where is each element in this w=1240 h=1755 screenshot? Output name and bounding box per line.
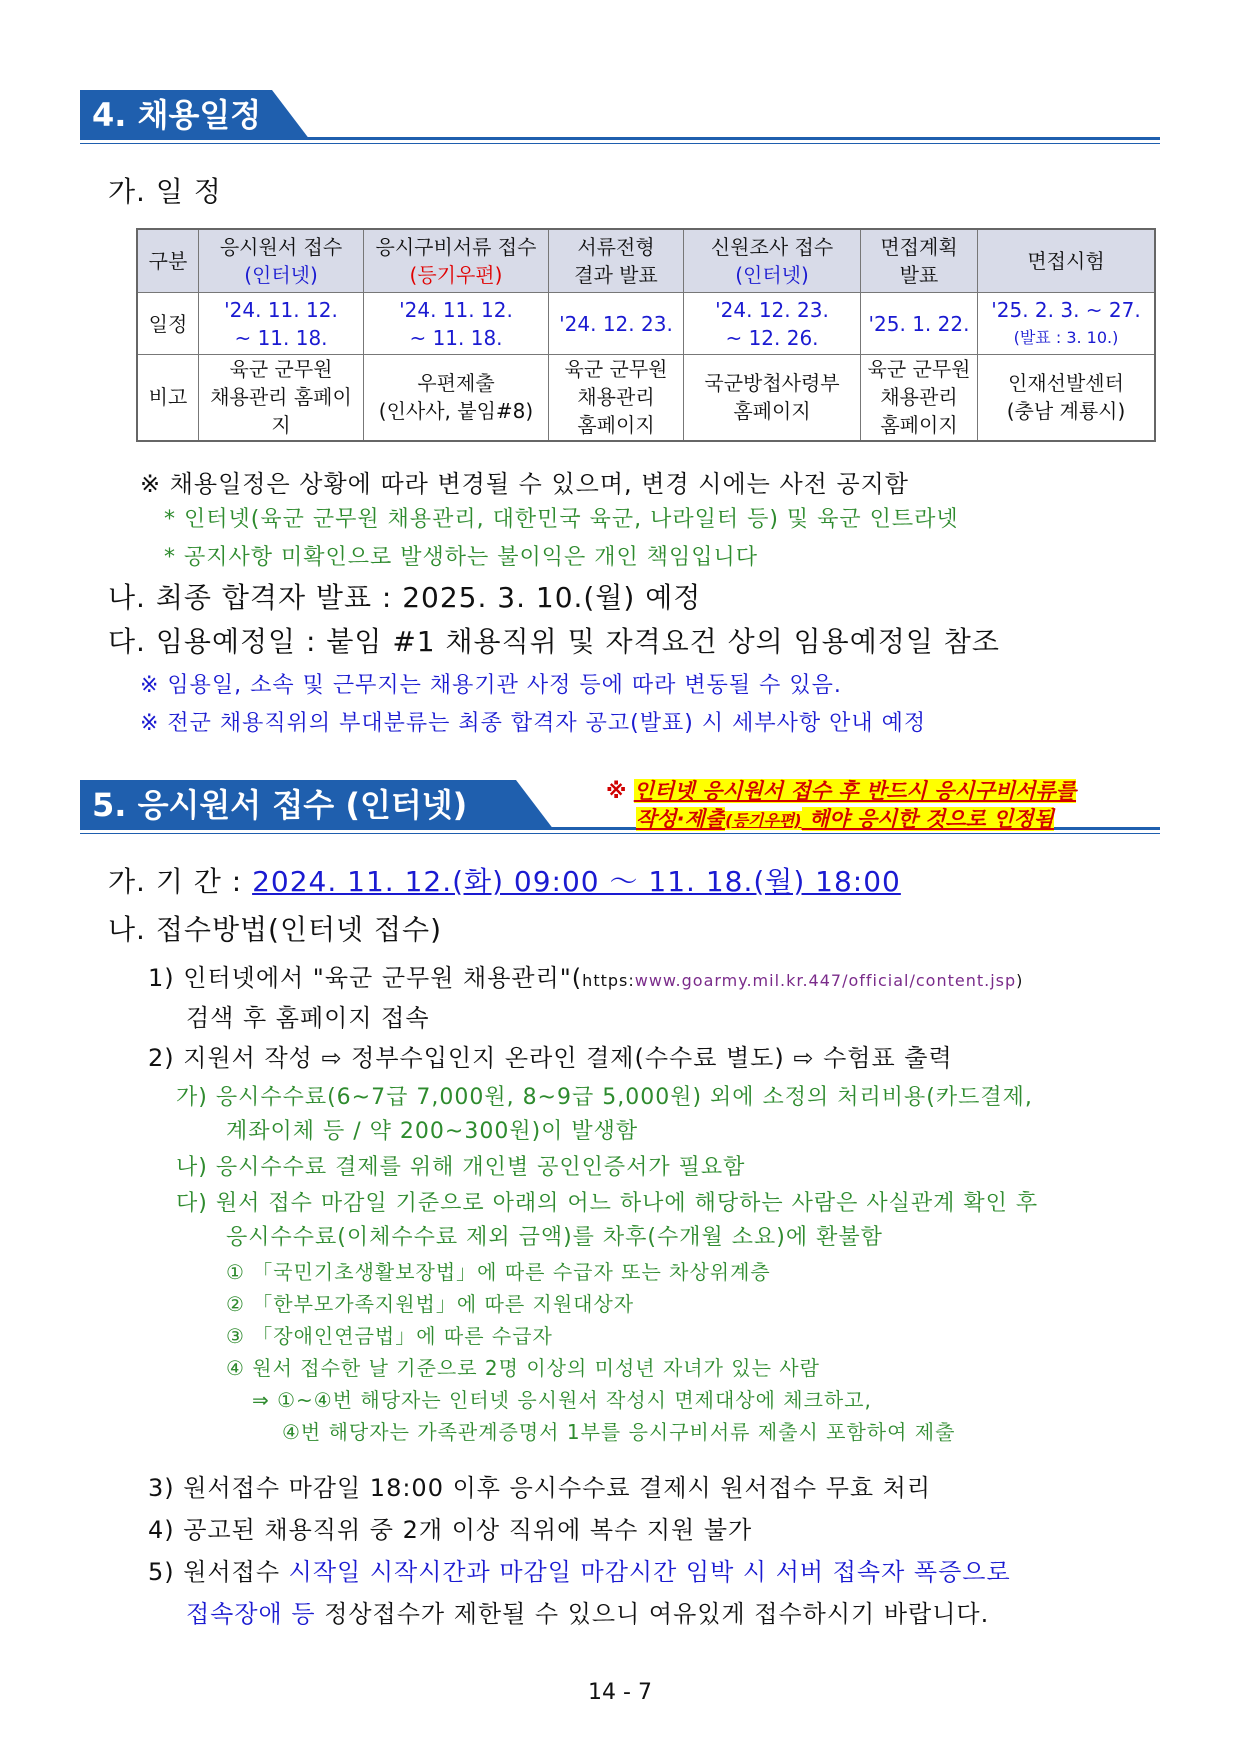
refund-sub2: ② 「한부모가족지원법」에 따른 지원대상자 xyxy=(226,1292,635,1316)
table-cell: 우편제출 (인사사, 붙임#8) xyxy=(364,355,549,441)
appointment-note2: ※ 전군 채용직위의 부대분류는 최종 합격자 공고(발표) 시 세부사항 안내 예정 xyxy=(140,711,927,736)
table-cell: '24. 11. 12. ~ 11. 18. xyxy=(199,293,364,355)
row-label: 비고 xyxy=(137,355,199,441)
appointment-date: 다. 임용예정일 : 붙임 #1 채용직위 및 자격요건 상의 임용예정일 참조 xyxy=(108,625,1000,658)
table-cell: '24. 11. 12. ~ 11. 18. xyxy=(364,293,549,355)
notice-line2c: 해야 응시한 것으로 인정됨 xyxy=(801,807,1054,831)
section4-header-arrow xyxy=(272,90,310,140)
refund-sub4: ④ 원서 접수한 날 기준으로 2명 이상의 미성년 자녀가 있는 사람 xyxy=(226,1356,820,1380)
refund-sub1: ① 「국민기초생활보장법」에 따른 수급자 또는 차상위계층 xyxy=(226,1260,771,1284)
table-row xyxy=(137,293,1155,355)
section4-ga: 가. 일 정 xyxy=(108,175,222,208)
refund-sub3: ③ 「장애인연금법」에 따른 수급자 xyxy=(226,1324,553,1348)
notice-line1: 인터넷 응시원서 접수 후 반드시 응시구비서류를 xyxy=(633,779,1077,803)
method-item5-b xyxy=(186,1594,989,1629)
table-cell: 육군 군무원 채용관리 홈페이지 xyxy=(199,355,364,441)
period-label: 가. 기 간 : xyxy=(108,865,253,898)
item1-close: ) xyxy=(1016,971,1024,990)
table-cell: '25. 1. 22. xyxy=(861,293,978,355)
table-cell: '24. 12. 23. ~ 12. 26. xyxy=(684,293,861,355)
page-number: 14 - 7 xyxy=(588,1680,652,1705)
method-item1-b: 검색 후 홈페이지 접속 xyxy=(186,1004,430,1032)
header-cell: 신원조사 접수 (인터넷) xyxy=(684,229,861,293)
header-cell: 면접시험 xyxy=(978,229,1156,293)
refund-arrow-a: ⇒ ①~④번 해당자는 인터넷 응시원서 작성시 면제대상에 체크하고, xyxy=(252,1388,872,1412)
section4-header-rule xyxy=(272,137,1160,140)
header-cell: 응시원서 접수 (인터넷) xyxy=(199,229,364,293)
refund-arrow-b: ④번 해당자는 가족관계증명서 1부를 응시구비서류 제출시 포함하여 제출 xyxy=(282,1420,956,1444)
section4-title: 4. 채용일정 xyxy=(80,90,272,140)
section5-title: 5. 응시원서 접수 (인터넷) xyxy=(80,780,516,830)
table-cell: '25. 2. 3. ~ 27. (발표 : 3. 10.) xyxy=(978,293,1156,355)
header-cell: 응시구비서류 접수 (등기우편) xyxy=(364,229,549,293)
period-value: 2024. 11. 12.(화) 09:00 ～ 11. 18.(월) 18:00 xyxy=(252,865,901,898)
method-item2-na: 나) 응시수수료 결제를 위해 개인별 공인인증서가 필요함 xyxy=(176,1155,746,1180)
table-row xyxy=(137,355,1155,441)
table-cell: 육군 군무원 채용관리 홈페이지 xyxy=(861,355,978,441)
notice-line2b: (등기우편) xyxy=(725,811,802,830)
header-cell: 구분 xyxy=(137,229,199,293)
method-item2-da-a: 다) 원서 접수 마감일 기준으로 아래의 어느 하나에 해당하는 사람은 사실관계 확인 후 xyxy=(176,1191,1039,1216)
item5-rest: 정상접수가 제한될 수 있으니 여유있게 접수하시기 바랍니다. xyxy=(315,1600,990,1628)
method-item2-ga-a: 가) 응시수수료(6~7급 7,000원, 8~9급 5,000원) 외에 소정의 처리비용(카드결제, xyxy=(176,1085,1033,1110)
table-cell: 육군 군무원 채용관리 홈페이지 xyxy=(549,355,684,441)
header-cell: 면접계획 발표 xyxy=(861,229,978,293)
method-item2-ga-b: 계좌이체 등 / 약 200~300원)이 발생함 xyxy=(226,1119,639,1144)
method-item4: 4) 공고된 채용직위 중 2개 이상 직위에 복수 지원 불가 xyxy=(148,1516,753,1544)
section5-header-arrow xyxy=(516,780,554,830)
section4-header xyxy=(80,90,1160,140)
item5-text: 5) 원서접수 xyxy=(148,1558,289,1586)
schedule-note: ※ 채용일정은 상황에 따라 변경될 수 있으며, 변경 시에는 사전 공지함 xyxy=(140,470,909,498)
notice-mark: ※ xyxy=(606,779,627,803)
table-cell: 인재선발센터 (충남 계룡시) xyxy=(978,355,1156,441)
method-item3: 3) 원서접수 마감일 18:00 이후 응시수수료 결제시 원서접수 무효 처리 xyxy=(148,1474,932,1502)
section4-header-rule-thin xyxy=(80,143,1160,144)
schedule-note-sub1: * 인터넷(육군 군무원 채용관리, 대한민국 육군, 나라일터 등) 및 육군 인트라넷 xyxy=(164,507,959,532)
method-item1 xyxy=(148,958,1023,993)
method-item2-da-b: 응시수수료(이체수수료 제외 금액)를 차후(수개월 소요)에 환불함 xyxy=(226,1225,883,1250)
appointment-note1: ※ 임용일, 소속 및 근무지는 채용기관 사정 등에 따라 변동될 수 있음. xyxy=(140,673,842,698)
goarmy-link[interactable]: www.goarmy.mil.kr.447/official/content.jsp xyxy=(634,971,1017,990)
schedule-table xyxy=(136,228,1156,442)
application-period xyxy=(108,860,901,900)
item1-url-prefix: https: xyxy=(582,971,635,990)
method-item5 xyxy=(148,1552,1011,1587)
item5-emphasis: 시작일 시작시간과 마감일 마감시간 임박 시 서버 접속자 폭증으로 xyxy=(288,1558,1011,1586)
item5-emphasis2: 접속장애 등 xyxy=(186,1600,316,1628)
schedule-note-sub2: * 공지사항 미확인으로 발생하는 불이익은 개인 책임입니다 xyxy=(164,545,759,570)
application-method: 나. 접수방법(인터넷 접수) xyxy=(108,913,443,946)
application-notice xyxy=(606,777,1126,835)
header-cell: 서류전형 결과 발표 xyxy=(549,229,684,293)
table-cell: '24. 12. 23. xyxy=(549,293,684,355)
notice-line2a: 작성·제출 xyxy=(636,807,726,831)
table-cell: 국군방첩사령부 홈페이지 xyxy=(684,355,861,441)
row-label: 일정 xyxy=(137,293,199,355)
table-header-row xyxy=(137,229,1155,293)
item1-text: 1) 인터넷에서 "육군 군무원 채용관리"( xyxy=(148,964,583,992)
method-item2: 2) 지원서 작성 ⇨ 정부수입인지 온라인 결제(수수료 별도) ⇨ 수험표 출력 xyxy=(148,1044,953,1072)
final-announcement: 나. 최종 합격자 발표 : 2025. 3. 10.(월) 예정 xyxy=(108,581,702,614)
